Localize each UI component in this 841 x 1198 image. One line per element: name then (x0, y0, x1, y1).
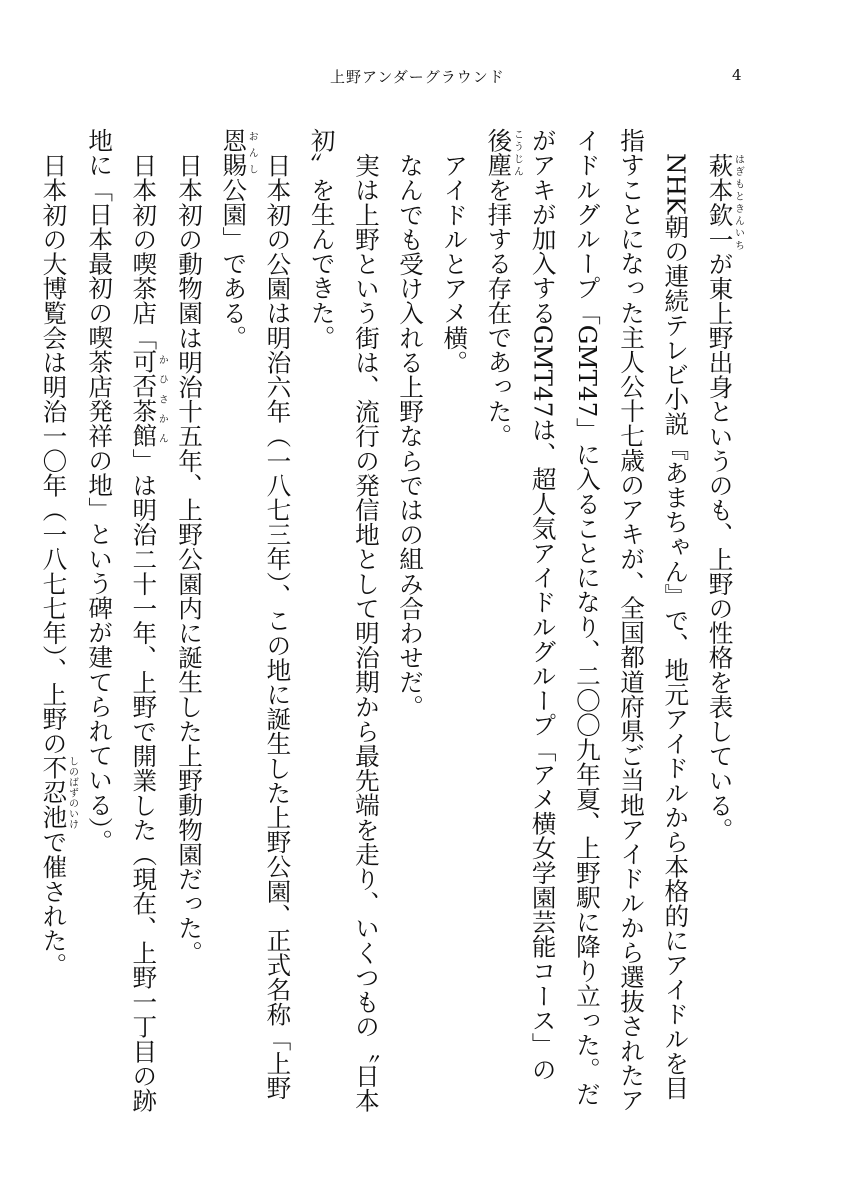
ruby-reading: はぎもときんいち (732, 152, 744, 251)
ruby-reading: こうじん (511, 128, 523, 178)
paragraph-text: アイドルとアメ横。 (440, 152, 470, 374)
running-title: 上野アンダーグラウンド (330, 68, 505, 86)
paragraph-4 (388, 128, 432, 1118)
paragraph-text: 実は上野という街は、流行の発信地として明治期から最先端を走り、いくつもの〝日本初〟を生んできた。 (307, 128, 381, 1112)
ruby-reading: おんし (246, 128, 258, 178)
paragraph-text: NHK朝の連続テレビ小説『あまちゃん』で、地元アイドルから本格的にアイドルを目指すことになった主人公十七歳のアキが、全国都道府県ご当地アイドルから選抜されたアイドルグループ「GMT47」に入ることになり、二〇〇九年夏、上野駅に降り立った。だがアキが加入するGMT47は、超人気アイドルグループ「アメ横女学園芸能コース」の (528, 128, 691, 1112)
paragraph-text: を拝する存在であった。 (484, 177, 514, 448)
paragraph-text: が東上野出身というのも、上野の性格を表している。 (705, 251, 735, 842)
ruby-onshi (219, 128, 258, 178)
paragraph-2 (476, 128, 697, 1118)
ruby-base: 可否茶館 (129, 349, 159, 448)
paragraph-1 (697, 128, 743, 1118)
paragraph-text: 日本初の公園は明治六年（一八七三年）、この地に誕生した上野公園、正式名称「上野 (263, 152, 293, 1100)
paragraph-text: で催された。 (39, 829, 69, 977)
paragraph-text: なんでも受け入れる上野ならではの組み合わせだ。 (396, 152, 426, 719)
ruby-base: 恩賜 (219, 128, 249, 178)
paragraph-text: 公園」である。 (219, 177, 249, 350)
paragraph-8 (77, 128, 167, 1118)
paragraph-5 (299, 128, 387, 1118)
page-number: 4 (732, 66, 742, 84)
ruby-shinobazu (39, 755, 78, 830)
paragraph-7 (167, 128, 211, 1118)
ruby-reading: しのばずのいけ (66, 755, 78, 830)
ruby-base: 萩本欽一 (705, 152, 735, 251)
ruby-hagimoto (705, 152, 744, 251)
paragraph-text: 日本初の喫茶店「 (129, 152, 159, 350)
paragraph-text: 日本初の大博覧会は明治一〇年（一八七七年）、上野の (39, 152, 69, 756)
ruby-koujin (484, 128, 523, 178)
ruby-kahisakan (129, 349, 168, 448)
ruby-base: 不忍池 (39, 755, 69, 830)
ruby-base: 後塵 (484, 128, 514, 178)
paragraph-3 (432, 128, 476, 1118)
paragraph-text: 日本初の動物園は明治十五年、上野公園内に誕生した上野動物園だった。 (175, 152, 205, 965)
paragraph-9 (31, 128, 77, 1118)
body-text (39, 128, 744, 1118)
paragraph-text: 」は明治二十一年、上野で開業した（現在、上野一丁目の跡地に「日本最初の喫茶店発祥の地」という碑が建てられている）。 (85, 128, 159, 1113)
paragraph-6 (211, 128, 299, 1118)
ruby-reading: かひさかん (156, 349, 168, 448)
